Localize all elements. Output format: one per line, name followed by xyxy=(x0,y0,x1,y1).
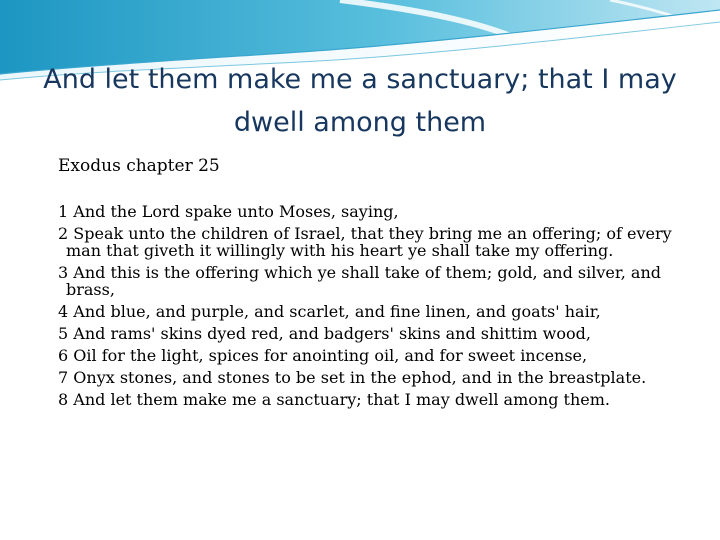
verse-item: 5 And rams' skins dyed red, and badgers' skins and shittim wood, xyxy=(58,324,591,343)
verse-item: 3 And this is the offering which ye shall take of them; gold, and silver, and brass, xyxy=(58,263,661,299)
verse-item: 1 And the Lord spake unto Moses, saying, xyxy=(58,202,399,221)
verse-item: 4 And blue, and purple, and scarlet, and fine linen, and goats' hair, xyxy=(58,302,601,321)
verse-item: 6 Oil for the light, spices for anointing oil, and for sweet incense, xyxy=(58,346,588,365)
verse-item: 8 And let them make me a sanctuary; that I may dwell among them. xyxy=(58,390,610,409)
verse-item: 2 Speak unto the children of Israel, that they bring me an offering; of every man that giveth it willingly with his heart ye shall take my offering. xyxy=(58,224,672,260)
slide-title: And let them make me a sanctuary; that I may dwell among them xyxy=(43,64,677,138)
chapter-subtitle: Exodus chapter 25 xyxy=(58,156,220,176)
verse-list xyxy=(58,203,708,413)
verse-item: 7 Onyx stones, and stones to be set in the ephod, and in the breastplate. xyxy=(58,368,647,387)
